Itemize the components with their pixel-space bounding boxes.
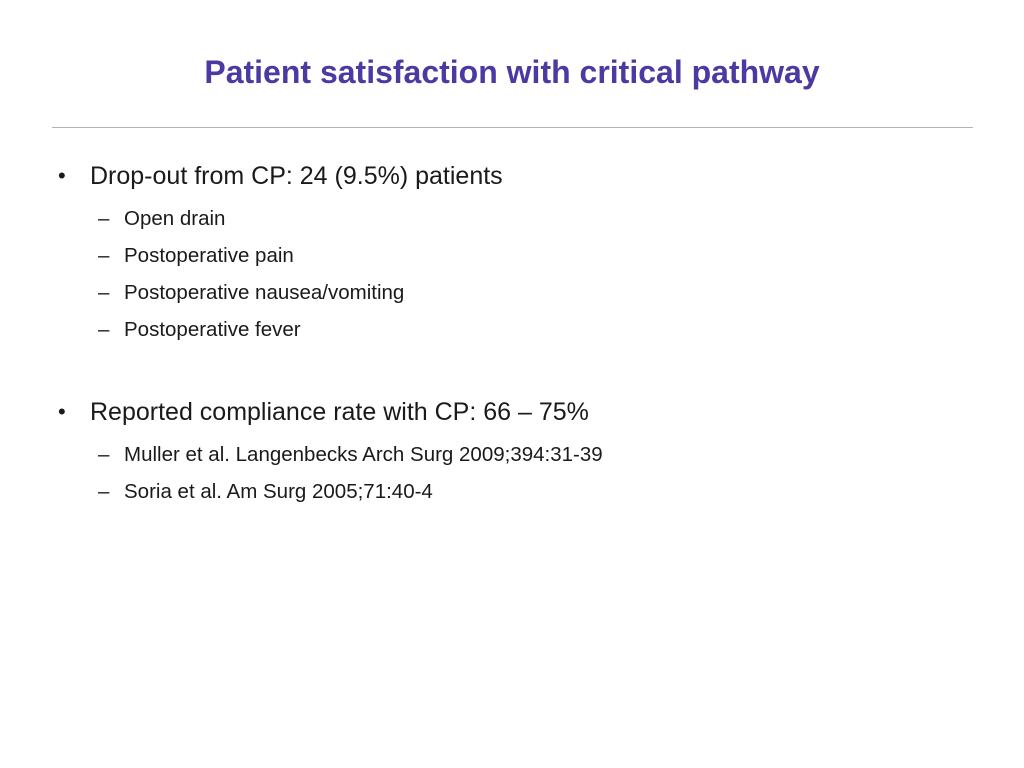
title-divider xyxy=(52,127,973,128)
sub-item xyxy=(58,436,958,473)
sub-item xyxy=(58,473,958,510)
bullet-icon: • xyxy=(58,399,66,424)
slide-title: Patient satisfaction with critical pathway xyxy=(204,54,820,90)
dash-icon: – xyxy=(98,480,110,503)
bullet-group-dropout xyxy=(58,152,958,348)
bullet-text: Drop-out from CP: 24 (9.5%) patients xyxy=(90,162,503,190)
dash-icon: – xyxy=(98,244,110,267)
dash-icon: – xyxy=(98,443,110,466)
bullet-item xyxy=(58,152,958,200)
dash-icon: – xyxy=(98,281,110,304)
sub-item-text: Open drain xyxy=(124,207,226,230)
sub-item-text: Soria et al. Am Surg 2005;71:40-4 xyxy=(124,480,433,503)
sub-item-text: Postoperative pain xyxy=(124,244,294,267)
sub-item xyxy=(58,237,958,274)
sub-item-text: Postoperative fever xyxy=(124,318,301,341)
sub-item xyxy=(58,274,958,311)
bullet-item xyxy=(58,388,958,436)
dash-icon: – xyxy=(98,207,110,230)
bullet-text: Reported compliance rate with CP: 66 – 75% xyxy=(90,398,589,426)
slide-content xyxy=(58,152,958,510)
sub-item xyxy=(58,200,958,237)
bullet-icon: • xyxy=(58,163,66,188)
dash-icon: – xyxy=(98,318,110,341)
sub-item xyxy=(58,311,958,348)
sub-item-text: Postoperative nausea/vomiting xyxy=(124,281,405,304)
sub-item-text: Muller et al. Langenbecks Arch Surg 2009;394:31-39 xyxy=(124,443,603,466)
bullet-group-compliance xyxy=(58,388,958,510)
